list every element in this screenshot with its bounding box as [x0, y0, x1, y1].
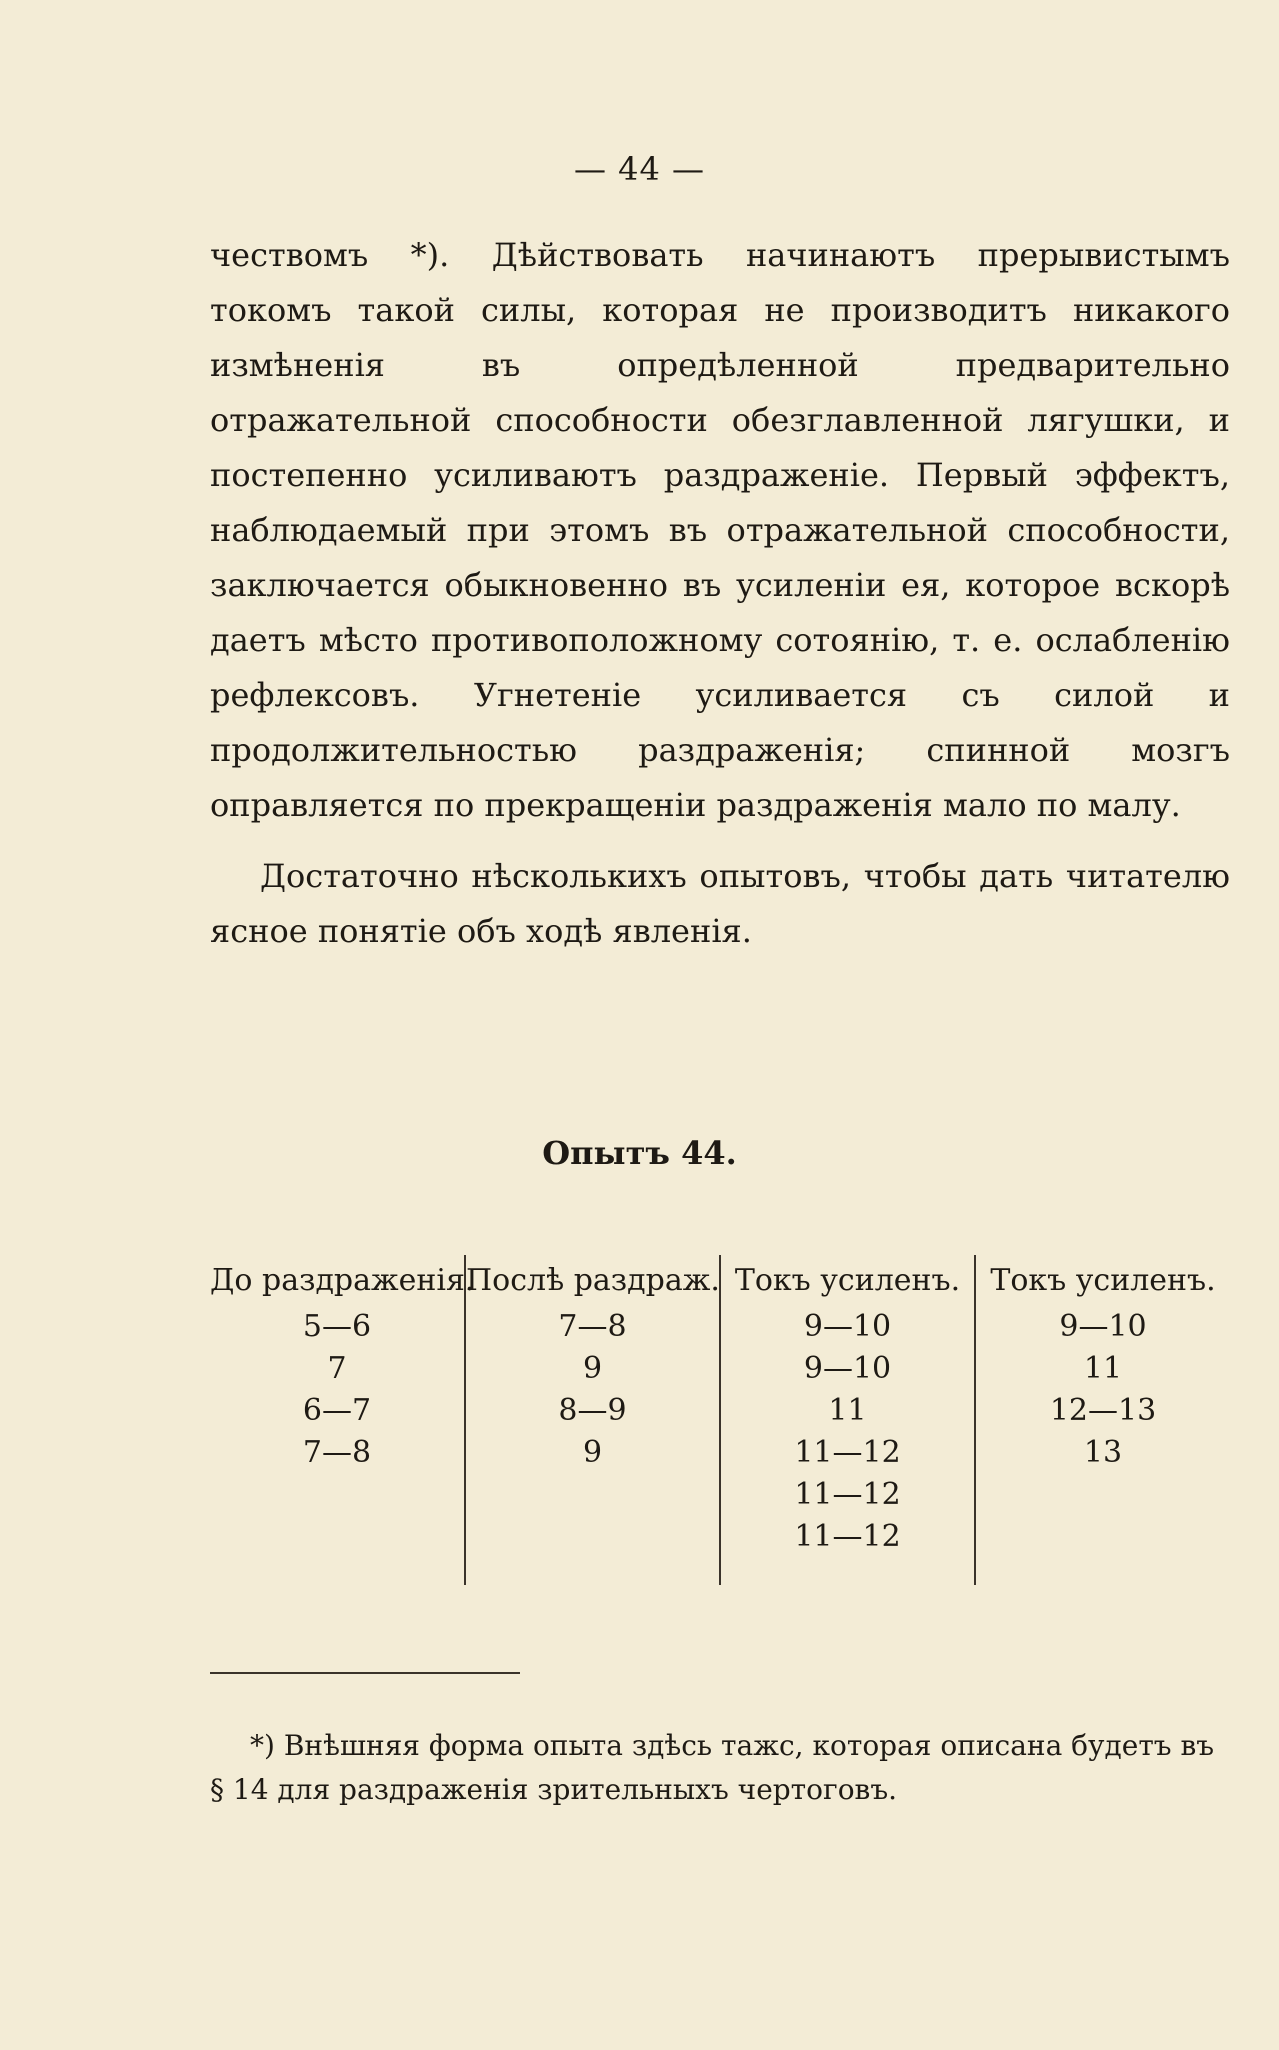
table-cell: 8—9: [465, 1389, 720, 1431]
table-cell: [975, 1473, 1230, 1515]
table-cell: 11: [720, 1389, 975, 1431]
table-cell: [465, 1515, 720, 1557]
paragraph: чествомъ *). Дѣйствовать начинаютъ прерывистымъ токомъ такой силы, которая не производитъ никакого измѣненія въ опредѣленной предварительно отражательной способности обезглавленной лягушки, и постепенно усиливаютъ раздраженіе. Первый эффектъ, наблюдаемый при этомъ въ отражательной способности, заключается обыкновенно въ усиленіи ея, которое вскорѣ даетъ мѣсто противоположному сотоянію, т. е. ослабленію рефлексовъ. Угнетеніе усиливается съ силой и продолжительностью раздраженія; спинной мозгъ оправляется по прекращеніи раздраженія мало по малу.: [210, 236, 1230, 824]
paragraph: Достаточно нѣсколькихъ опытовъ, чтобы дать читателю ясное понятіе объ ходѣ явленія.: [210, 857, 1230, 950]
table-cell: 11—12: [720, 1515, 975, 1557]
table-cell: 9—10: [720, 1305, 975, 1347]
table-row: [210, 1389, 1230, 1431]
column-header: Послѣ раздраж.: [465, 1255, 720, 1305]
column-header: До раздраженія.: [210, 1262, 475, 1298]
footnote-divider: [210, 1672, 520, 1674]
table-row: [210, 1305, 1230, 1347]
table-cell: 11—12: [720, 1431, 975, 1473]
table-cell: [210, 1557, 465, 1585]
footnote: *) Внѣшняя форма опыта здѣсь тажс, которая описана будетъ въ § 14 для раздраженія зрительныхъ чертоговъ.: [210, 1729, 1215, 1806]
table-row: [210, 1515, 1230, 1557]
experiment-table: [210, 1255, 1230, 1585]
table-row: [210, 1347, 1230, 1389]
table-cell: 7—8: [465, 1305, 720, 1347]
table-cell: 13: [975, 1431, 1230, 1473]
table-cell: [465, 1473, 720, 1515]
table-cell: 7: [327, 1350, 347, 1386]
table-cell: 9—10: [720, 1347, 975, 1389]
table-cell: 9: [465, 1347, 720, 1389]
table-cell: 11—12: [720, 1473, 975, 1515]
table-cell: 9: [465, 1431, 720, 1473]
table-cell: 6—7: [302, 1392, 372, 1428]
table-cell: 12—13: [975, 1389, 1230, 1431]
table-cell: 11: [975, 1347, 1230, 1389]
table-cell: [210, 1515, 465, 1557]
table-cell: [720, 1557, 975, 1585]
table-row: [210, 1473, 1230, 1515]
table-cell: [975, 1515, 1230, 1557]
table-row: [210, 1431, 1230, 1473]
table-cell: 5—6: [302, 1308, 372, 1344]
body-text: [210, 228, 1230, 959]
table-cell: 7—8: [302, 1434, 372, 1470]
table-cell: [465, 1557, 720, 1585]
column-header: Токъ усиленъ.: [975, 1255, 1230, 1305]
table-filler-row: [210, 1557, 1230, 1585]
table-header-row: [210, 1255, 1230, 1305]
column-header: Токъ усиленъ.: [720, 1255, 975, 1305]
experiment-title: Опытъ 44.: [542, 1134, 737, 1172]
table-cell: [210, 1473, 465, 1515]
page-number: — 44 —: [573, 150, 706, 188]
table-cell: [975, 1557, 1230, 1585]
table-cell: 9—10: [975, 1305, 1230, 1347]
